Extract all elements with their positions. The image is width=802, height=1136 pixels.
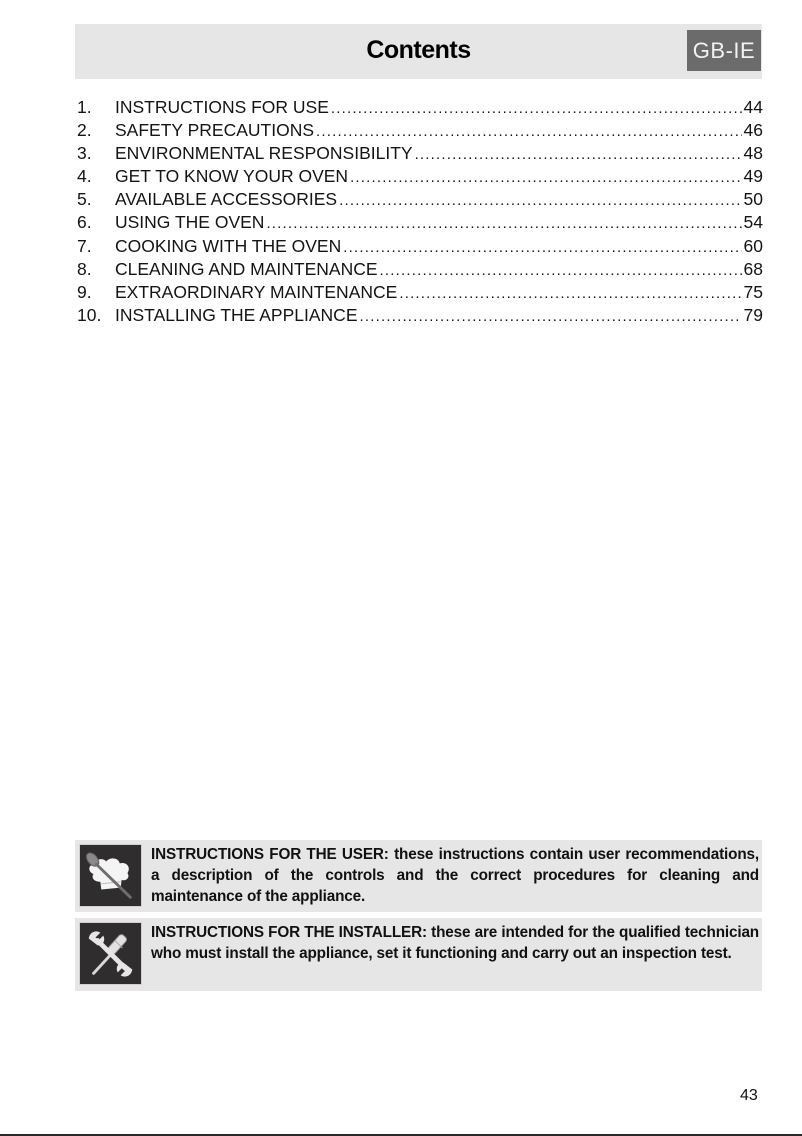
dot-leader	[399, 282, 741, 305]
toc-entry-label: AVAILABLE ACCESSORIES	[115, 189, 338, 210]
toc-entry-page: 54	[743, 212, 763, 233]
toc-entry-label: EXTRAORDINARY MAINTENANCE	[115, 281, 398, 302]
toc-entry-number: 1.	[77, 97, 92, 117]
table-of-contents	[77, 96, 763, 327]
page-number: 43	[740, 1087, 758, 1104]
toc-entry-label: ENVIRONMENTAL RESPONSIBILITY	[115, 143, 413, 164]
dot-leader	[415, 143, 742, 166]
dot-leader	[266, 212, 741, 235]
toc-entry[interactable]	[77, 165, 763, 188]
dot-leader	[350, 166, 741, 189]
toc-entry-page: 79	[743, 304, 763, 325]
toc-entry[interactable]	[77, 211, 763, 234]
dot-leader	[339, 189, 741, 212]
toc-entry[interactable]	[77, 258, 763, 281]
installer-instructions-notice	[75, 918, 762, 991]
toc-entry[interactable]	[77, 188, 763, 211]
toc-entry-page: 46	[743, 120, 763, 141]
toc-entry-number: 3.	[77, 143, 92, 164]
dot-leader	[331, 97, 742, 120]
toc-entry-number: 6.	[77, 212, 92, 233]
toc-entry-label: CLEANING AND MAINTENANCE	[115, 258, 378, 279]
toc-entry-label: GET TO KNOW YOUR OVEN	[115, 166, 349, 187]
toc-entry-page: 49	[743, 166, 763, 187]
dot-leader	[380, 259, 742, 282]
toc-entry[interactable]	[77, 281, 763, 304]
dot-leader	[360, 305, 742, 328]
toc-entry-label: INSTRUCTIONS FOR USE	[115, 97, 329, 117]
wrench-screwdriver-icon	[79, 922, 142, 985]
toc-entry[interactable]	[77, 304, 763, 327]
user-instructions-notice	[75, 840, 762, 912]
toc-entry-page: 68	[743, 258, 763, 279]
dot-leader	[343, 236, 741, 259]
toc-entry-number: 9.	[77, 281, 92, 302]
toc-entry-label: COOKING WITH THE OVEN	[115, 235, 342, 256]
toc-entry[interactable]	[77, 235, 763, 258]
toc-entry-number: 8.	[77, 258, 92, 279]
toc-entry-number: 2.	[77, 120, 92, 141]
toc-entry-page: 75	[743, 281, 763, 302]
dot-leader	[316, 120, 742, 143]
toc-entry-page: 48	[743, 143, 763, 164]
toc-entry-number: 10.	[77, 304, 102, 325]
toc-entry-label: SAFETY PRECAUTIONS	[115, 120, 315, 141]
toc-entry-page: 50	[743, 189, 763, 210]
installer-instructions-text: INSTRUCTIONS FOR THE INSTALLER: these are intended for the qualified technician who must install the appliance, set it functioning and carry out an inspection test.	[151, 924, 759, 962]
toc-entry[interactable]	[77, 119, 763, 142]
chef-hat-spoon-icon	[79, 844, 142, 907]
header-band	[75, 24, 762, 79]
toc-entry-label: USING THE OVEN	[115, 212, 265, 233]
toc-entry-page: 44	[743, 97, 763, 117]
toc-entry-number: 4.	[77, 166, 92, 187]
toc-entry[interactable]	[77, 142, 763, 165]
toc-entry[interactable]	[77, 96, 763, 119]
page-title: Contents	[366, 36, 471, 64]
user-instructions-text: INSTRUCTIONS FOR THE USER: these instructions contain user recommendations, a description of the controls and the correct procedures for cleaning and maintenance of the appliance.	[151, 846, 759, 905]
language-badge: GB-IE	[687, 30, 761, 71]
toc-entry-page: 60	[743, 235, 763, 256]
toc-entry-number: 5.	[77, 189, 92, 210]
toc-entry-number: 7.	[77, 235, 92, 256]
toc-entry-label: INSTALLING THE APPLIANCE	[115, 304, 358, 325]
